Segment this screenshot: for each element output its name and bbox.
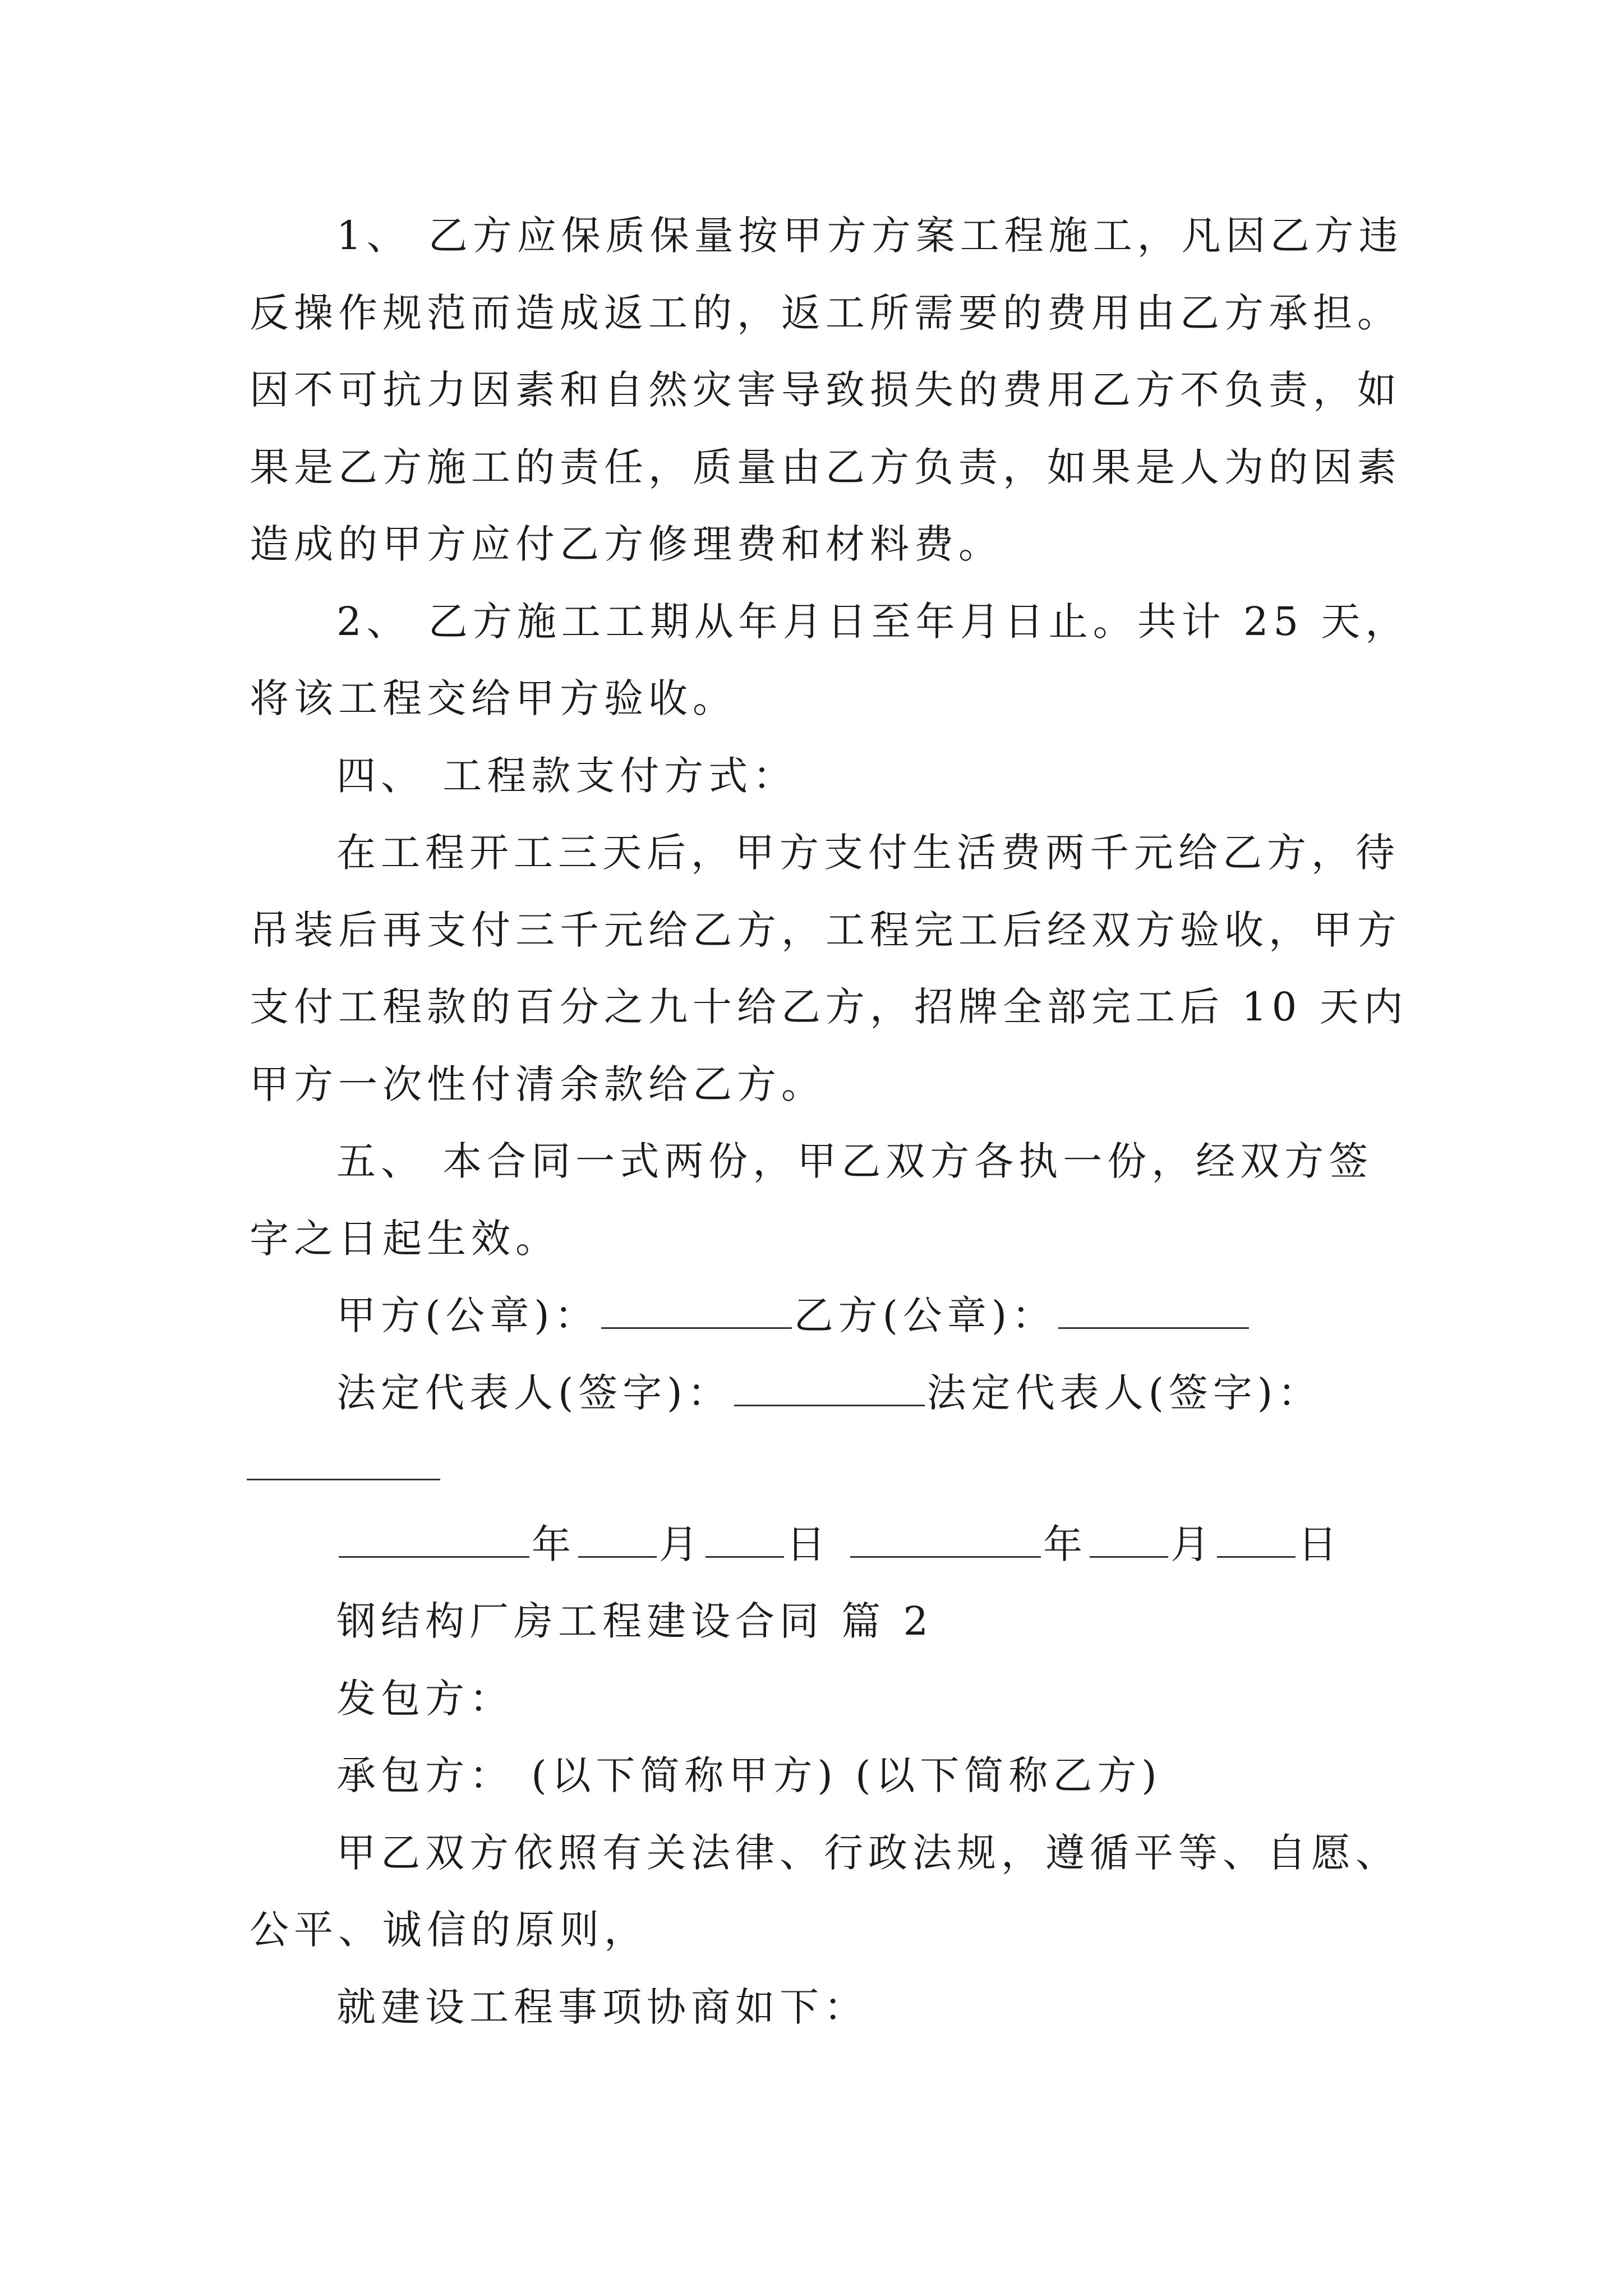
date-a-month-blank xyxy=(578,1556,657,1558)
contract-2-title: 钢结构厂房工程建设合同 篇 2 xyxy=(336,1598,934,1644)
clause-1-line-2: 反操作规范而造成返工的，返工所需要的费用由乙方承担。 xyxy=(250,290,1401,336)
date-b-year-blank xyxy=(850,1556,1041,1558)
payment-line-3: 支付工程款的百分之九十给乙方，招牌全部完工后 10 天内 xyxy=(250,984,1408,1030)
date-b-year-label: 年 xyxy=(1043,1521,1088,1567)
party-a-rep-blank xyxy=(734,1404,925,1406)
party-b-rep-blank xyxy=(247,1479,440,1480)
payment-line-1: 在工程开工三天后，甲方支付生活费两千元给乙方，待 xyxy=(336,830,1400,876)
agreement-intro: 就建设工程事项协商如下： xyxy=(336,1984,868,2030)
clause-1-line-5: 造成的甲方应付乙方修理费和材料费。 xyxy=(250,521,1003,567)
principles-line-1: 甲乙双方依照有关法律、行政法规，遵循平等、自愿、 xyxy=(336,1830,1400,1876)
clause-1-line-1: 1、 乙方应保质保量按甲方方案工程施工，凡因乙方违 xyxy=(336,213,1403,259)
section-5-line-2: 字之日起生效。 xyxy=(250,1216,560,1262)
date-a-day-blank xyxy=(706,1556,784,1558)
party-b-rep-label: 法定代表人(签字)： xyxy=(926,1370,1322,1416)
party-b-seal-label: 乙方(公章)： xyxy=(794,1292,1057,1338)
contractor-label: 承包方： (以下简称甲方) (以下简称乙方) xyxy=(336,1752,1162,1798)
employer-label: 发包方： xyxy=(336,1676,514,1722)
clause-2-line-1: 2、 乙方施工工期从年月日至年月日止。共计 25 天， xyxy=(336,599,1410,645)
representative-line xyxy=(336,1365,1322,1421)
date-a-day-label: 日 xyxy=(786,1521,831,1567)
date-b-month-label: 月 xyxy=(1170,1521,1215,1567)
section-5-line-1: 五、 本合同一式两份，甲乙双方各执一份，经双方签 xyxy=(336,1138,1373,1184)
clause-2-line-2: 将该工程交给甲方验收。 xyxy=(250,675,737,721)
party-b-seal-blank xyxy=(1058,1327,1249,1329)
date-a-year-blank xyxy=(339,1556,529,1558)
date-b-day-blank xyxy=(1217,1556,1295,1558)
party-a-seal-label: 甲方(公章)： xyxy=(336,1292,599,1338)
section-4-heading: 四、 工程款支付方式： xyxy=(336,753,797,799)
principles-line-2: 公平、诚信的原则， xyxy=(250,1907,648,1953)
seal-line xyxy=(336,1287,1251,1343)
date-b-day-label: 日 xyxy=(1298,1521,1343,1567)
date-a-month-label: 月 xyxy=(659,1521,703,1567)
date-a-year-label: 年 xyxy=(532,1521,576,1567)
date-line xyxy=(336,1516,1342,1572)
clause-1-line-3: 因不可抗力因素和自然灾害导致损失的费用乙方不负责，如 xyxy=(250,367,1401,413)
clause-1-line-4: 果是乙方施工的责任，质量由乙方负责，如果是人为的因素 xyxy=(250,444,1401,490)
date-b-month-blank xyxy=(1090,1556,1168,1558)
party-a-rep-label: 法定代表人(签字)： xyxy=(336,1370,732,1416)
payment-line-4: 甲方一次性付清余款给乙方。 xyxy=(250,1061,826,1107)
payment-line-2: 吊装后再支付三千元给乙方，工程完工后经双方验收，甲方 xyxy=(250,907,1401,953)
party-a-seal-blank xyxy=(601,1327,792,1329)
